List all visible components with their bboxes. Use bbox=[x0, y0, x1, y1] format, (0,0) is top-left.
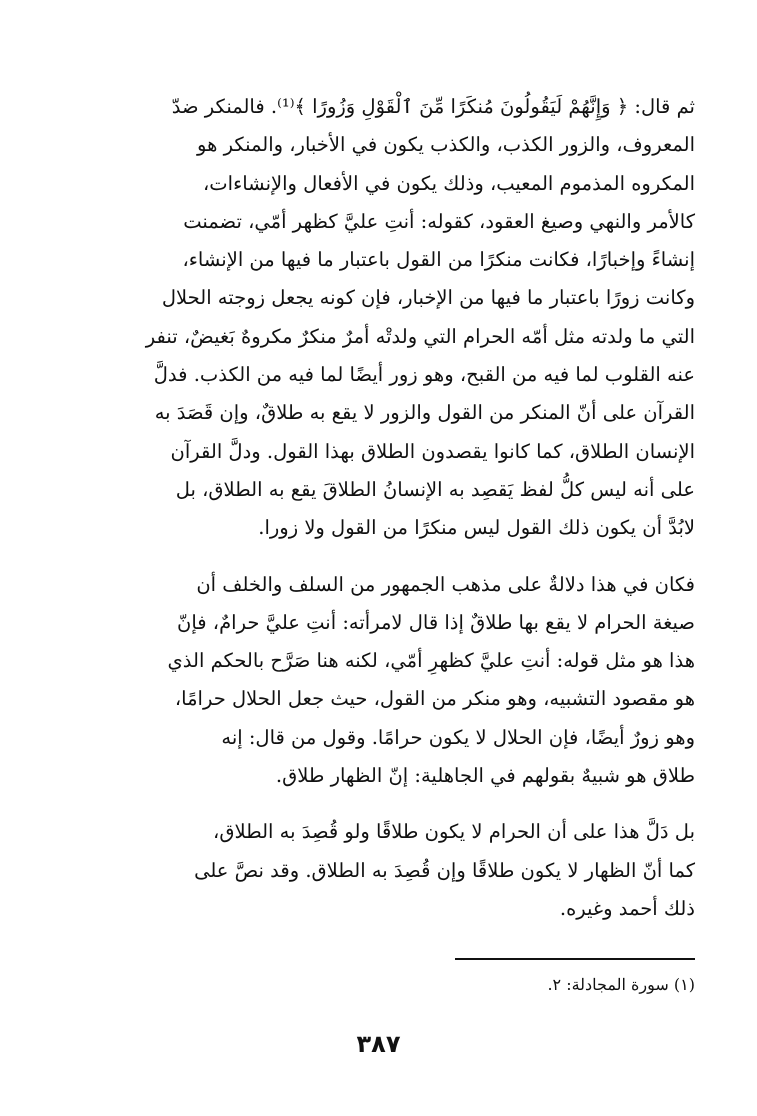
text-line: بل دَلَّ هذا على أن الحرام لا يكون طلاقًا ولو قُصِدَ به الطلاق، bbox=[213, 820, 695, 844]
text-line: هذا هو مثل قوله: أنتِ عليَّ كظهرِ أمّي، لكنه هنا صَرَّح بالحكم الذي bbox=[167, 649, 695, 673]
text-line: ذلك أحمد وغيره. bbox=[559, 896, 695, 920]
text-line: هو مقصود التشبيه، وهو منكر من القول، حيث جعل الحلال حرامًا، bbox=[174, 687, 695, 711]
text-line: كما أنّ الظهار لا يكون طلاقًا وإن قُصِدَ به الطلاق. وقد نصَّ على bbox=[194, 858, 695, 882]
text-line: إنشاءً وإخبارًا، فكانت منكرًا من القول باعتبار ما فيها من الإنشاء، bbox=[182, 248, 695, 272]
text-line: وهو زورٌ أيضًا، فإن الحلال لا يكون حرامًا. وقول من قال: إنه bbox=[221, 725, 695, 749]
text-line: المكروه المذموم المعيب، وذلك يكون في الأفعال والإنشاءات، bbox=[203, 171, 695, 195]
text-line: المعروف، والزور الكذب، والكذب يكون في الأخبار، والمنكر هو bbox=[197, 133, 695, 157]
paragraph-3 bbox=[82, 813, 695, 928]
footnote: (١) سورة المجادلة: ٢. bbox=[547, 975, 695, 994]
text-line: وكانت زورًا باعتبار ما فيها من الإخبار، فإن كونه يجعل زوجته الحلال bbox=[161, 286, 695, 310]
footnote-divider bbox=[455, 958, 695, 960]
page-number: ٣٨٧ bbox=[356, 1030, 401, 1058]
text-line: لابُدَّ أن يكون ذلك القول ليس منكرًا من القول ولا زورا. bbox=[258, 516, 695, 540]
paragraph-2 bbox=[82, 566, 695, 796]
paragraph-1 bbox=[82, 88, 695, 548]
text-line: صيغة الحرام لا يقع بها طلاقٌ إذا قال لامرأته: أنتِ عليَّ حرامٌ، فإنّ bbox=[177, 610, 695, 634]
text-line: الإنسان الطلاق، كما كانوا يقصدون الطلاق بهذا القول. ودلَّ القرآن bbox=[170, 439, 695, 463]
text-line: القرآن على أنّ المنكر من القول والزور لا يقع به طلاقٌ، وإن قَصَدَ به bbox=[154, 401, 695, 425]
text-line: التي ما ولدته مثل أمّه الحرام التي ولدتْه أمرٌ منكرٌ مكروهٌ بَغيضٌ، تنفر bbox=[145, 324, 695, 348]
text-line: طلاق هو شبيهٌ بقولهم في الجاهلية: إنّ الظهار طلاق. bbox=[275, 764, 695, 788]
text-line: كالأمر والنهي وصيغ العقود، كقوله: أنتِ عليَّ كظهر أمّي، تضمنت bbox=[183, 209, 695, 233]
text-line: على أنه ليس كلُّ لفظ يَقصِد به الإنسانُ الطلاقَ يقع به الطلاق، بل bbox=[175, 477, 695, 501]
text-line: ثم قال: ﴿ وَإِنَّهُمْ لَيَقُولُونَ مُنكَرًا مِّنَ ٱلْقَوْلِ وَزُورًا ﴾⁽¹⁾. فالمنكر ضدّ bbox=[171, 95, 695, 118]
text-line: فكان في هذا دلالةٌ على مذهب الجمهور من السلف والخلف أن bbox=[196, 572, 695, 596]
text-line: عنه القلوب لما فيه من القبح، وهو زور أيضًا لما فيه من الكذب. فدلَّ bbox=[153, 363, 695, 387]
